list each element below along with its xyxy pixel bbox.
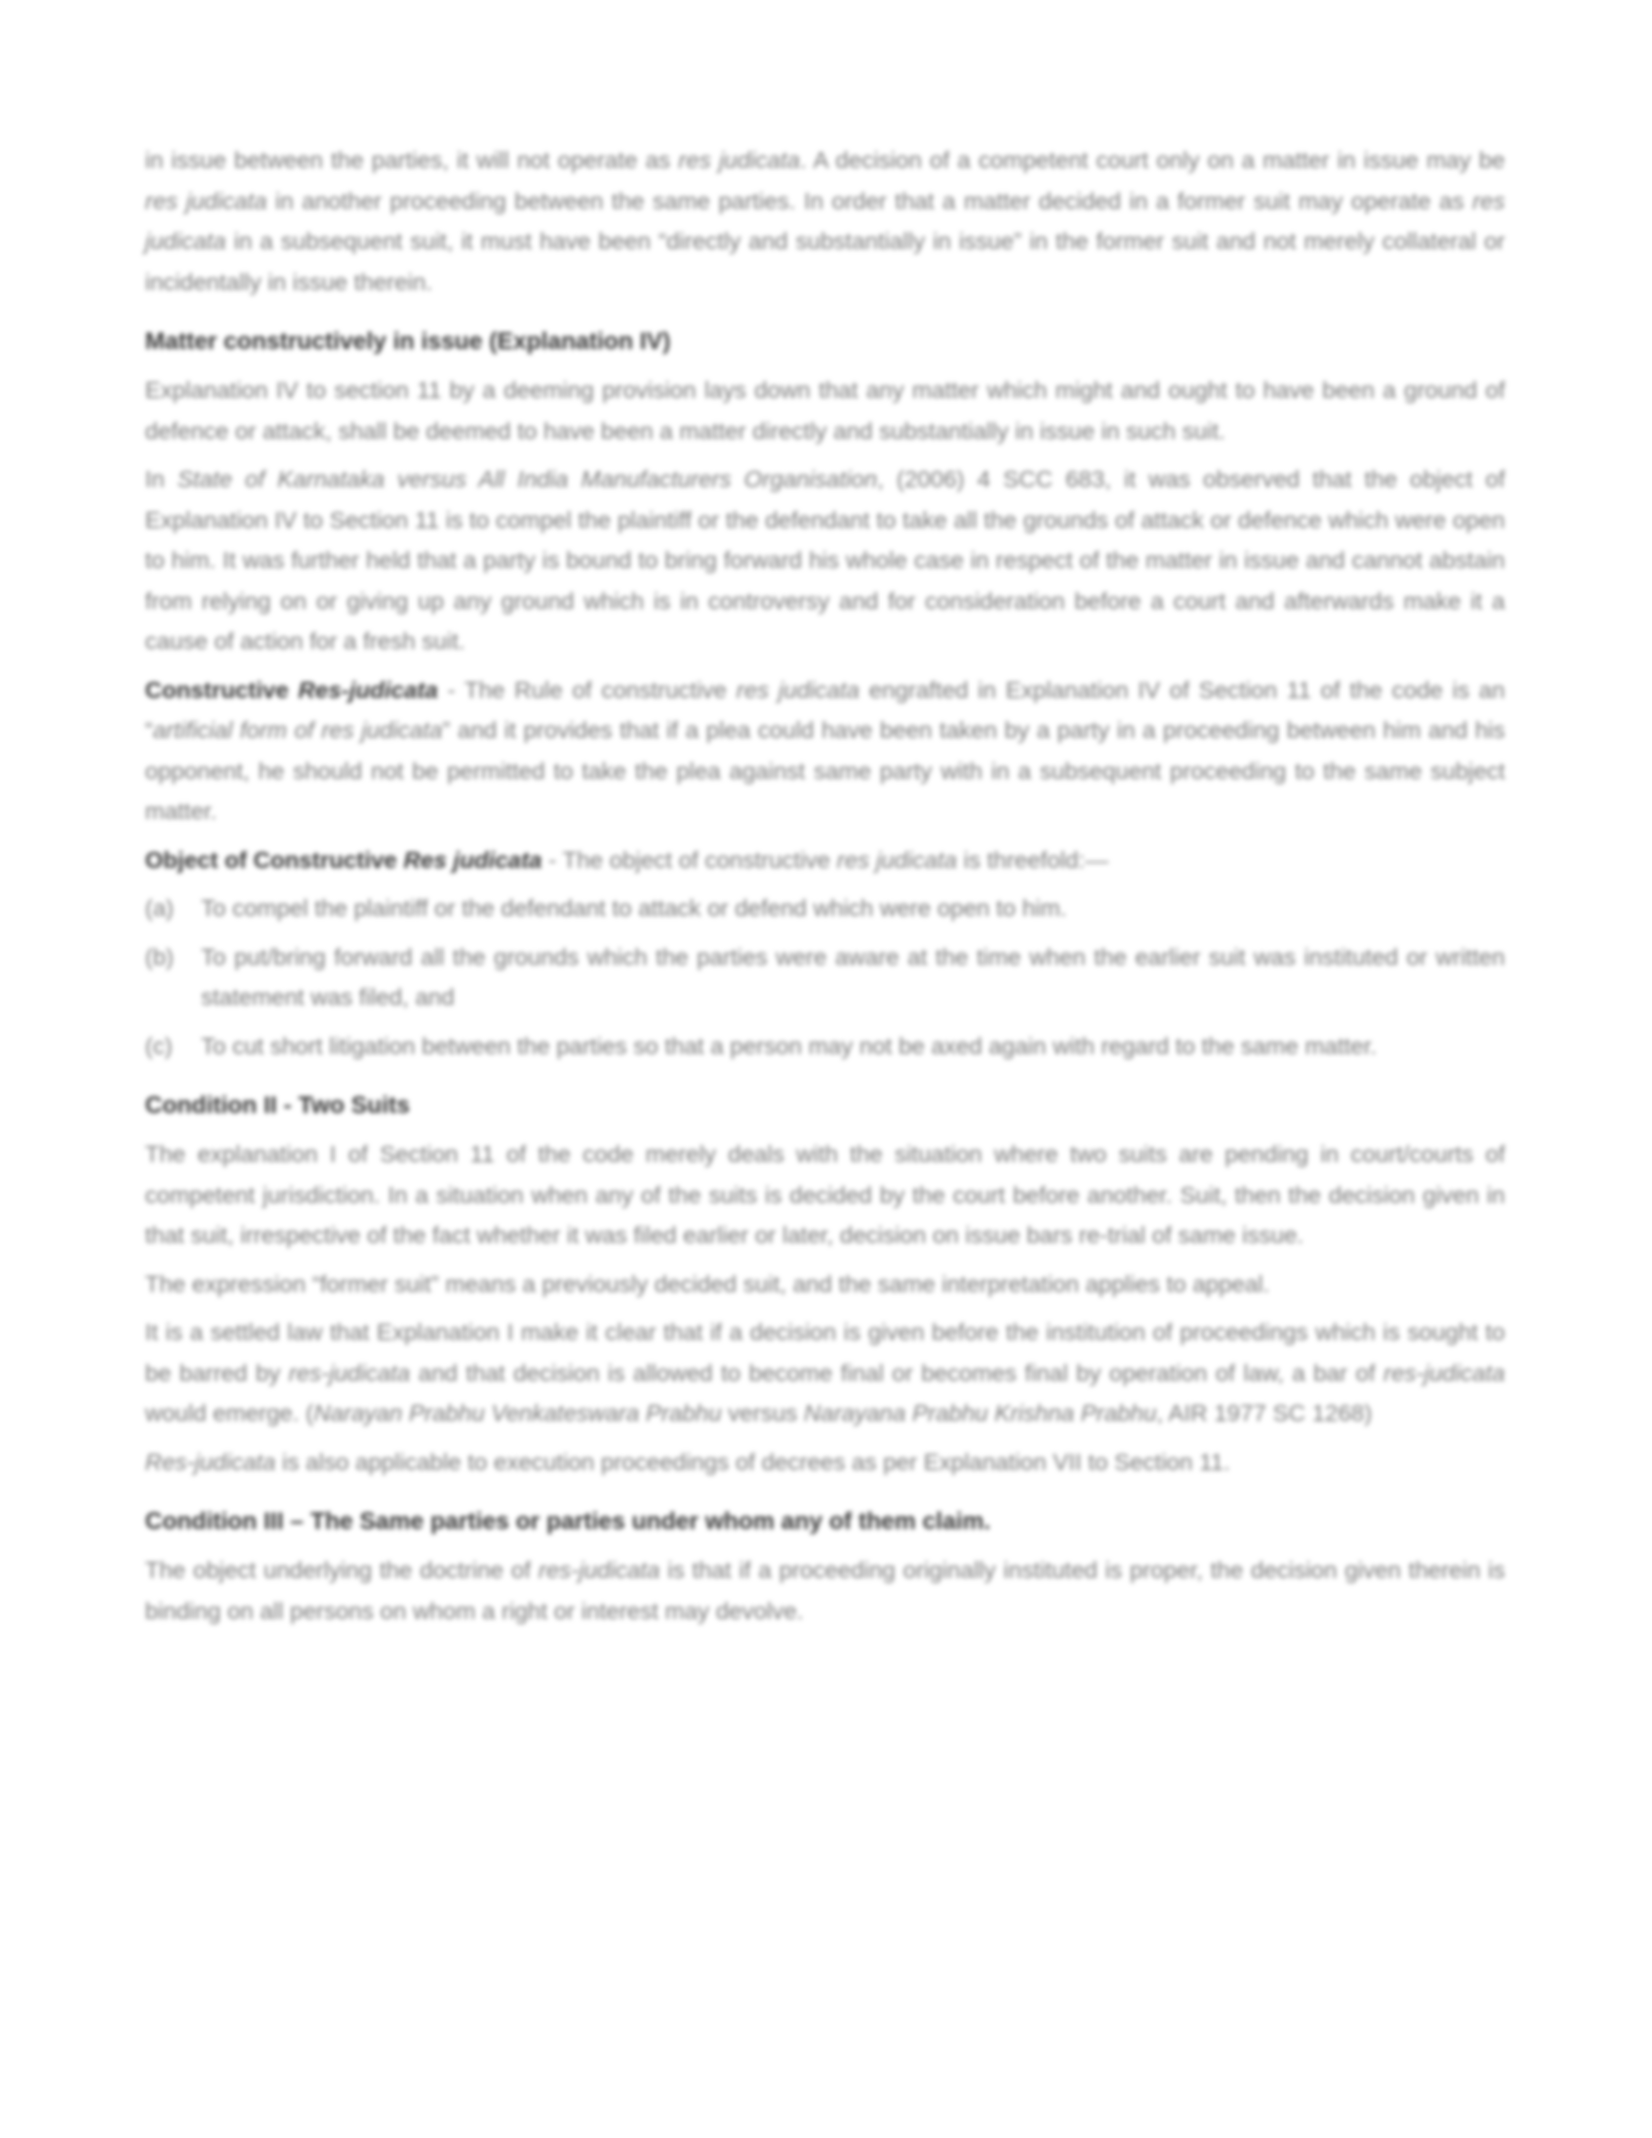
list-item	[145, 1026, 1505, 1067]
section-heading-same-parties: Condition III – The Same parties or parties under whom any of them claim.	[145, 1508, 991, 1535]
document-page	[145, 140, 1505, 1639]
explanation-iv-paragraph: Explanation IV to section 11 by a deeming provision lays down that any matter which might and ought to have been a ground of defence or attack, shall be deemed to have been a matter directly and substantially in issue in such suit.	[145, 377, 1505, 444]
list-item-text: To put/bring forward all the grounds which the parties were aware at the time when the earlier suit was instituted or written statement was filed, and	[201, 943, 1505, 1010]
list-marker: (b)	[145, 943, 174, 970]
constructive-res-judicata-paragraph: Constructive Res-judicata - The Rule of constructive res judicata engrafted in Explanation IV of Section 11 of the code is an “artificial form of res judicata” and it provides that if a plea could have been taken by a party in a proceeding between him and his opponent, he should not be permitted to take the plea against same party with in a subsequent proceeding to the same subject matter.	[145, 676, 1506, 824]
explanation-i-paragraph: The explanation I of Section 11 of the code merely deals with the situation where two suits are pending in court/courts of competent jurisdiction. In a situation when any of the suits is decided by the court before another. Suit, then the decision given in that suit, irrespective of the fact whether it was filed earlier or later, decision on issue bars re-trial of same issue.	[145, 1141, 1505, 1248]
list-item	[145, 888, 1505, 929]
case-citation-paragraph: In State of Karnataka versus All India Manufacturers Organisation, (2006) 4 SCC 683, it was observed that the object of Explanation IV to Section 11 is to compel the plaintiff or the defendant to take all the grounds of attack or defence which were open to him. It was further held that a party is bound to bring forward his whole case in respect of the matter in issue and cannot abstain from relying on or giving up any ground which is in controversy and for consideration before a court and afterwards make it a cause of action for a fresh suit.	[145, 466, 1505, 654]
section-heading-constructive-issue: Matter constructively in issue (Explanation IV)	[145, 328, 671, 355]
list-item	[145, 937, 1505, 1018]
section-heading-two-suits: Condition II - Two Suits	[145, 1092, 410, 1119]
intro-paragraph: in issue between the parties, it will not operate as res judicata. A decision of a competent court only on a matter in issue may be res judicata in another proceeding between the same parties. In order that a matter decided in a former suit may operate as res judicata in a subsequent suit, it must have been “directly and substantially in issue” in the former suit and not merely collateral or incidentally in issue therein.	[145, 147, 1505, 295]
object-paragraph: Object of Constructive Res judicata - The object of constructive res judicata is threefold:—	[145, 846, 1109, 873]
list-marker: (a)	[145, 895, 174, 921]
list-item-text: To compel the plaintiff or the defendant to attack or defend which were open to him.	[201, 895, 1067, 921]
objects-list	[145, 888, 1505, 1066]
list-marker: (c)	[145, 1032, 173, 1059]
execution-proceedings-paragraph: Res-judicata is also applicable to execution proceedings of decrees as per Explanation VII to Section 11.	[145, 1448, 1231, 1475]
doctrine-object-paragraph: The object underlying the doctrine of res-judicata is that if a proceeding originally instituted is proper, the decision given therein is binding on all persons on whom a right or interest may devolve.	[145, 1557, 1506, 1624]
list-item-text: To cut short litigation between the parties so that a person may not be axed again with regard to the same matter.	[201, 1032, 1377, 1059]
former-suit-paragraph: The expression “former suit” means a previously decided suit, and the same interpretation applies to appeal.	[145, 1270, 1270, 1297]
settled-law-paragraph: It is a settled law that Explanation I make it clear that if a decision is given before the institution of proceedings which is sought to be barred by res-judicata and that decision is allowed to become final or becomes final by operation of law, a bar of res-judicata would emerge. (Narayan Prabhu Venkateswara Prabhu versus Narayana Prabhu Krishna Prabhu, AIR 1977 SC 1268)	[145, 1319, 1505, 1426]
